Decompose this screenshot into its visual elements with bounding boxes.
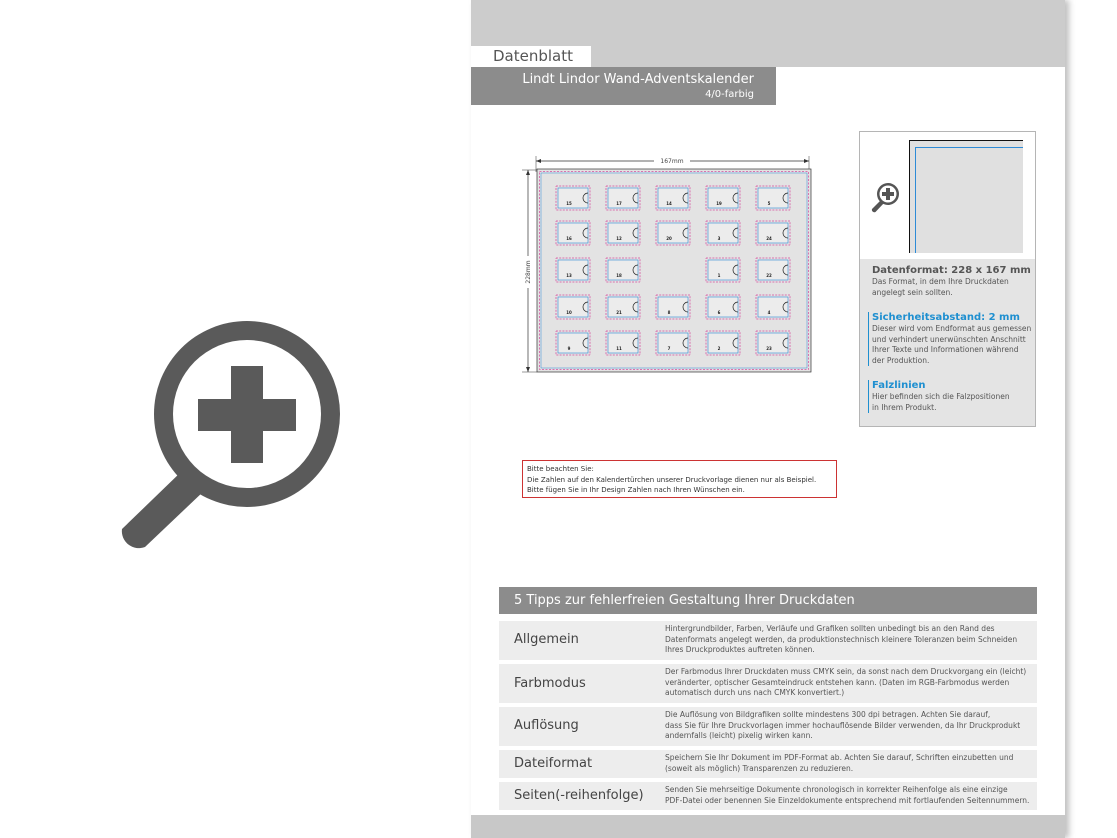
- door-number: 12: [616, 236, 622, 241]
- product-title: Lindt Lindor Wand-Adventskalender: [522, 72, 754, 87]
- calendar-door: [756, 258, 790, 282]
- fold-text-2: in Ihrem Produkt.: [872, 402, 937, 412]
- door-number: 9: [567, 346, 571, 351]
- tip-text: [665, 753, 1033, 774]
- calendar-door: [606, 258, 640, 282]
- zoom-in-icon[interactable]: [868, 180, 902, 214]
- door-number: 22: [766, 273, 772, 278]
- calendar-door: [756, 186, 790, 210]
- calendar-door: [756, 331, 790, 355]
- door-number: 4: [767, 310, 771, 315]
- tip-text-line: veränderter, optischer Gesamteindruck entstehen kann. (Daten im RGB-Farbmodus werden: [665, 677, 1010, 687]
- door-number: 15: [566, 201, 572, 206]
- tip-text-line: PDF-Datei oder benennen Sie Einzeldokumente entsprechend mit fortlaufenden Seitennummern.: [665, 795, 1030, 805]
- zoom-in-icon[interactable]: [100, 315, 360, 550]
- calendar-door: [656, 186, 690, 210]
- tip-text: [665, 624, 1033, 656]
- safety-text-4: der Produktion.: [872, 355, 930, 365]
- tip-text-line: dass Sie für Ihre Druckvorlagen immer hochauflösende Bilder verwenden, da Ihr Druckprodukt: [665, 720, 1021, 730]
- calendar-dieline: [519, 150, 819, 380]
- format-title: Datenformat: 228 x 167 mm: [872, 265, 1031, 276]
- safety-margin-line: [915, 147, 1023, 253]
- safety-text-2: und verhindert unerwünschten Anschnitt: [872, 334, 1026, 344]
- calendar-door: [706, 221, 740, 245]
- calendar-door: [706, 295, 740, 319]
- tip-row: [499, 664, 1037, 703]
- safety-text-1: Dieser wird vom Endformat aus gemessen: [872, 324, 1032, 333]
- calendar-door: [706, 331, 740, 355]
- calendar-door: [556, 186, 590, 210]
- door-number: 18: [616, 273, 622, 278]
- door-number: 21: [616, 310, 622, 315]
- door-number: 5: [767, 201, 771, 206]
- door-number: 1: [717, 273, 721, 278]
- fold-section: [868, 380, 1010, 413]
- format-text-1: Das Format, in dem Ihre Druckdaten: [872, 277, 1009, 286]
- door-number: 6: [717, 310, 721, 315]
- tip-label: Dateiformat: [514, 756, 593, 771]
- calendar-door: [606, 221, 640, 245]
- tip-row: [499, 621, 1037, 660]
- calendar-door: [706, 186, 740, 210]
- fold-title: Falzlinien: [872, 380, 926, 391]
- tip-label: Farbmodus: [514, 676, 586, 691]
- door-number: 16: [566, 236, 572, 241]
- tip-row: [499, 750, 1037, 778]
- tip-text-line: Ihres Druckproduktes auftreten können.: [665, 645, 815, 654]
- note-line-3: Bitte fügen Sie in Ihr Design Zahlen nach Ihren Wünschen ein.: [527, 486, 745, 494]
- door-number: 8: [667, 310, 671, 315]
- tip-text-line: Datenformats angelegt werden, da produktionstechnisch kleinere Toleranzen beim Schneiden: [665, 634, 1018, 644]
- tip-text-line: Die Auflösung von Bildgrafiken sollte mindestens 300 dpi betragen. Achten Sie darauf,: [665, 710, 991, 719]
- tip-row: [499, 782, 1037, 810]
- tip-text: [665, 710, 1033, 742]
- tip-text: [665, 667, 1033, 699]
- door-number: 24: [766, 236, 772, 241]
- tip-text-line: (soweit als möglich) Transparenzen zu reduzieren.: [665, 763, 854, 773]
- page-footer-band: [471, 815, 1065, 838]
- door-number: 19: [716, 201, 722, 206]
- calendar-door: [656, 331, 690, 355]
- calendar-door: [556, 258, 590, 282]
- door-number: 14: [666, 201, 672, 206]
- calendar-door: [756, 221, 790, 245]
- height-dimension-label: 228mm: [525, 260, 532, 284]
- tip-text: [665, 785, 1033, 806]
- tip-text-line: Senden Sie mehrseitige Dokumente chronologisch in korrekter Reihenfolge als eine einzige: [665, 785, 1008, 794]
- calendar-door: [606, 186, 640, 210]
- tip-text-line: Hintergrundbilder, Farben, Verläufe und Grafiken sollten unbedingt bis an den Rand des: [665, 624, 995, 633]
- door-number: 13: [566, 273, 572, 278]
- calendar-door: [556, 295, 590, 319]
- format-section: [872, 265, 1031, 298]
- safety-text-3: Ihrer Texte und Informationen während: [872, 345, 1019, 354]
- door-number: 2: [717, 346, 721, 351]
- tips-heading: 5 Tipps zur fehlerfreien Gestaltung Ihrer Druckdaten: [499, 587, 1037, 614]
- note-line-2: Die Zahlen auf den Kalendertürchen unserer Druckvorlage dienen nur als Beispiel.: [527, 475, 817, 484]
- tip-label: Seiten(-reihenfolge): [514, 788, 644, 803]
- title-bar: [471, 67, 776, 105]
- door-number: 17: [616, 201, 622, 206]
- calendar-door: [656, 221, 690, 245]
- format-text-2: angelegt sein sollten.: [872, 287, 953, 297]
- calendar-door: [556, 331, 590, 355]
- safety-title: Sicherheitsabstand: 2 mm: [872, 312, 1020, 323]
- tip-text-line: Der Farbmodus Ihrer Druckdaten muss CMYK sein, da sonst nach dem Druckvorgang ein (leicht): [665, 667, 1027, 676]
- safety-section: [868, 312, 1031, 366]
- calendar-door: [656, 295, 690, 319]
- door-number: 10: [566, 310, 572, 315]
- format-preview: [860, 132, 1035, 259]
- tip-row: [499, 707, 1037, 746]
- calendar-door: [606, 295, 640, 319]
- tip-label: Auflösung: [514, 718, 579, 733]
- calendar-door: [706, 258, 740, 282]
- door-number: 23: [766, 346, 772, 351]
- datasheet-page: [471, 0, 1065, 838]
- door-number: 20: [666, 236, 672, 241]
- tip-text-line: automatisch durch uns nach CMYK konvertiert.): [665, 688, 845, 697]
- calendar-door: [556, 221, 590, 245]
- door-number: 7: [667, 346, 671, 351]
- note-box: [522, 460, 837, 498]
- calendar-door: [756, 295, 790, 319]
- fold-text-1: Hier befinden sich die Falzpositionen: [872, 392, 1010, 401]
- tip-text-line: Speichern Sie Ihr Dokument im PDF-Format ab. Achten Sie darauf, Schriften einzubetten und: [665, 753, 1014, 762]
- tip-label: Allgemein: [514, 632, 579, 647]
- door-number: 11: [616, 346, 622, 351]
- width-dimension-label: 167mm: [660, 158, 684, 165]
- calendar-door: [606, 331, 640, 355]
- doc-label: Datenblatt: [471, 46, 591, 67]
- note-line-1: Bitte beachten Sie:: [527, 465, 594, 473]
- format-info-panel: [859, 131, 1036, 427]
- door-number: 3: [717, 236, 721, 241]
- product-subtitle: 4/0-farbig: [705, 89, 754, 100]
- tip-text-line: andernfalls (leicht) pixelig wirken kann.: [665, 731, 813, 740]
